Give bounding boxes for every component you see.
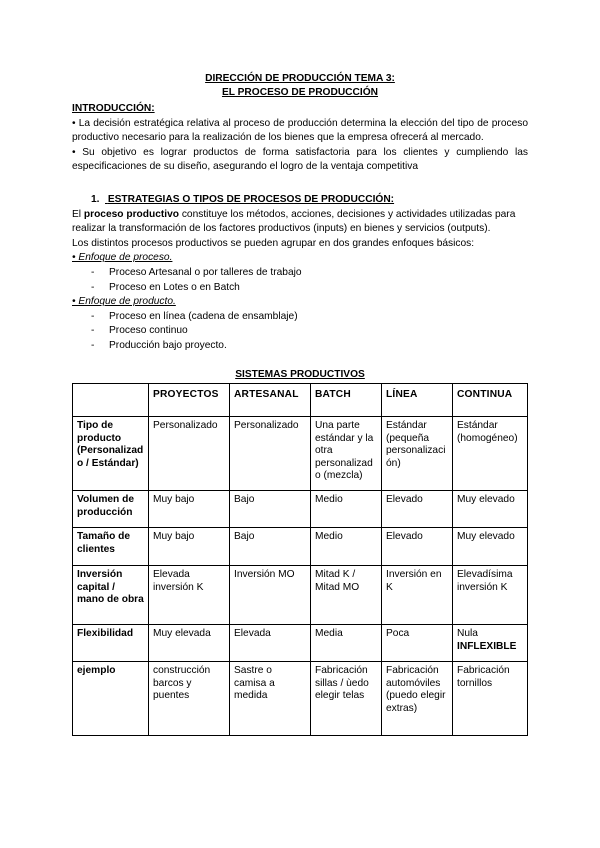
intro-paragraph-2: • Su objetivo es lograr productos de forma satisfactoria para los clientes y cumpliendo las especificaciones de su diseño, asegurando el logro de la ventaja competitiva — [72, 146, 528, 173]
table-cell: Medio — [311, 491, 382, 528]
table-row — [73, 528, 528, 566]
table-cell: Elevado — [382, 528, 453, 566]
table-cell: Media — [311, 625, 382, 662]
table-cell: Elevada — [230, 625, 311, 662]
groups-sentence: Los distintos procesos productivos se pueden agrupar en dos grandes enfoques básicos: — [72, 237, 475, 249]
proceso-list — [72, 266, 528, 295]
table-cell: construcción barcos y puentes — [149, 662, 230, 736]
table-cell: Fabricación sillas / ùedo elegir telas — [311, 662, 382, 736]
table-header-cell: LÍNEA — [382, 384, 453, 417]
table-cell: Personalizado — [149, 417, 230, 491]
table-cell: Inversión MO — [230, 566, 311, 625]
row-label: Tipo de producto (Personalizado / Estándar) — [73, 417, 149, 491]
intro-heading: INTRODUCCIÓN: — [72, 103, 155, 114]
table-title: SISTEMAS PRODUCTIVOS — [235, 368, 365, 380]
table-row — [73, 491, 528, 528]
definition-paragraph — [72, 208, 528, 237]
flexibilidad-continua-value: Nula — [457, 628, 478, 640]
enfoque-proceso-label: • Enfoque de proceso. — [72, 252, 173, 264]
table-cell: Elevado — [382, 491, 453, 528]
document-page — [72, 72, 528, 736]
table-cell: Poca — [382, 625, 453, 662]
table-cell: Fabricación tornillos — [453, 662, 528, 736]
table-cell: Personalizado — [230, 417, 311, 491]
table-cell: Sastre o camisa a medida — [230, 662, 311, 736]
row-label: Volumen de producción — [73, 491, 149, 528]
table-header-cell: BATCH — [311, 384, 382, 417]
table-cell: Medio — [311, 528, 382, 566]
table-header-cell: CONTINUA — [453, 384, 528, 417]
table-cell: Muy elevado — [453, 491, 528, 528]
producto-list — [72, 310, 528, 354]
table-cell: Una parte estándar y la otra personalizado (mezcla) — [311, 417, 382, 491]
table-cell: Muy elevada — [149, 625, 230, 662]
table-cell: Elevadísima inversión K — [453, 566, 528, 625]
table-cell: Fabricación automóviles (puedo elegir extras) — [382, 662, 453, 736]
section-1-number: 1. — [91, 193, 100, 205]
definition-lead: El — [72, 208, 84, 220]
table-cell — [453, 625, 528, 662]
table-cell: Muy bajo — [149, 491, 230, 528]
table-cell: Muy elevado — [453, 528, 528, 566]
table-row — [73, 662, 528, 736]
table-row — [73, 566, 528, 625]
section-1-title: ESTRATEGIAS O TIPOS DE PROCESOS DE PRODUCCIÓN: — [107, 193, 395, 205]
list-item: - Proceso continuo — [91, 324, 528, 339]
list-item: - Proceso Artesanal o por talleres de trabajo — [91, 266, 528, 281]
doc-title-line-2: EL PROCESO DE PRODUCCIÓN — [221, 87, 379, 98]
intro-paragraph-1: • La decisión estratégica relativa al proceso de producción determina la elección del tipo de proceso productivo necesario para la realización de los bienes que la empresa ofrecerá al mercado. — [72, 117, 528, 144]
table-cell: Estándar (pequeña personalización) — [382, 417, 453, 491]
table-header-cell — [73, 384, 149, 417]
row-label: Flexibilidad — [73, 625, 149, 662]
sistemas-productivos-table — [72, 383, 528, 736]
table-cell: Inversión en K — [382, 566, 453, 625]
list-item: - Producción bajo proyecto. — [91, 339, 528, 354]
table-row — [73, 417, 528, 491]
table-cell: Mitad K / Mitad MO — [311, 566, 382, 625]
doc-title-line-1: DIRECCIÓN DE PRODUCCIÓN TEMA 3: — [205, 73, 395, 84]
inflexible-label: INFLEXIBLE — [457, 640, 517, 652]
table-header-row — [73, 384, 528, 417]
row-label: Inversión capital / mano de obra — [73, 566, 149, 625]
row-label: Tamaño de clientes — [73, 528, 149, 566]
definition-term: proceso productivo — [83, 208, 179, 220]
list-item: - Proceso en Lotes o en Batch — [91, 281, 528, 296]
enfoque-producto-label: • Enfoque de producto. — [72, 296, 176, 308]
section-1-heading — [91, 193, 528, 208]
table-cell: Bajo — [230, 528, 311, 566]
definition-rest: constituye los métodos, acciones, decisiones y actividades utilizadas para realizar la transformación de los factores productivos (inputs) en bienes y servicios (outputs). — [72, 208, 516, 235]
table-row — [73, 625, 528, 662]
row-label: ejemplo — [73, 662, 149, 736]
list-item: - Proceso en línea (cadena de ensamblaje) — [91, 310, 528, 325]
table-cell: Elevada inversión K — [149, 566, 230, 625]
table-header-cell: ARTESANAL — [230, 384, 311, 417]
table-cell: Bajo — [230, 491, 311, 528]
table-header-cell: PROYECTOS — [149, 384, 230, 417]
table-cell: Estándar (homogéneo) — [453, 417, 528, 491]
table-cell: Muy bajo — [149, 528, 230, 566]
